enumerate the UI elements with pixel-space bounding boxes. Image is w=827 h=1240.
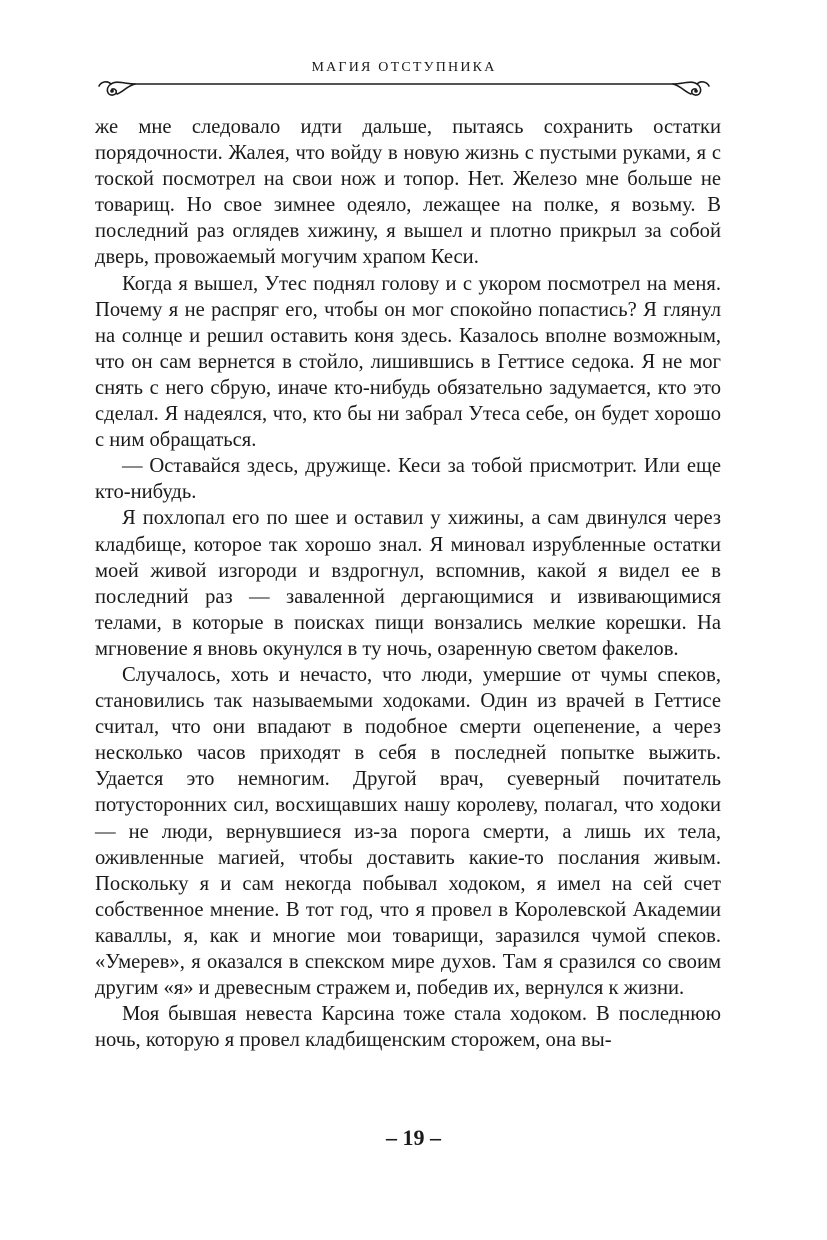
paragraph-5: Случалось, хоть и нечасто, что люди, умершие от чумы спеков, становились так называемыми ходоками. Один из врачей в Геттисе считал, что они впадают в подобное смерти оцепенение, а через несколько часов приходят в себя в последней попытке выжить. Удается это немногим. Другой врач, суеверный почитатель потусторонних сил, восхищавших нашу королеву, полагал, что ходоки — не люди, вернувшиеся из-за порога смерти, а лишь их тела, оживленные магией, чтобы доставить какие-то послания живым. Поскольку я и сам некогда побывал ходоком, я имел на сей счет собственное мнение. В тот год, что я провел в Королевской Академии каваллы, я, как и многие мои товарищи, заразился чумой спеков. «Умерев», я оказался в спекском мире духов. Там я сразился со своим другим «я» и древесным стражем и, победив их, вернулся к жизни. <box>95 663 721 1000</box>
paragraph-1: же мне следовало идти дальше, пытаясь сохранить остатки порядочности. Жалея, что войду в новую жизнь с пустыми руками, я с тоской посмотрел на свои нож и топор. Нет. Железо мне больше не товарищ. Но свое зимнее одеяло, лежащее на полке, я возьму. В последний раз оглядев хижину, я вышел и плотно прикрыл за собой дверь, провожаемый могучим храпом Кеси. <box>95 116 721 269</box>
body-text <box>95 114 721 1053</box>
ornamental-divider <box>95 74 713 104</box>
paragraph-3: — Оставайся здесь, дружище. Кеси за тобой присмотрит. Или еще кто-нибудь. <box>95 455 721 504</box>
page-number: – 19 – <box>386 1125 441 1150</box>
paragraph-6: Моя бывшая невеста Карсина тоже стала ходоком. В последнюю ночь, которую я провел кладбищенским сторожем, она вы- <box>95 1003 721 1052</box>
paragraph-2: Когда я вышел, Утес поднял голову и с укором посмотрел на меня. Почему я не распряг его, чтобы он мог спокойно попастись? Я глянул на солнце и решил оставить коня здесь. Казалось вполне возможным, что он сам вернется в стойло, лишившись в Геттисе седока. Я не мог снять с него сбрую, иначе кто-нибудь обязательно задумается, кто это сделал. Я надеялся, что, кто бы ни забрал Утеса себе, он будет хорошо с ним обращаться. <box>95 272 721 452</box>
running-title: МАГИЯ ОТСТУПНИКА <box>311 60 497 75</box>
paragraph-4: Я похлопал его по шее и оставил у хижины, а сам двинулся через кладбище, которое так хорошо знал. Я миновал изрубленные остатки моей живой изгороди и вздрогнул, вспомнив, какой я видел ее в последний раз — заваленной дергающимися и извивающимися телами, в которые в поисках пищи вонзались мелкие корешки. На мгновение я вновь окунулся в ту ночь, озаренную светом факелов. <box>95 507 721 660</box>
